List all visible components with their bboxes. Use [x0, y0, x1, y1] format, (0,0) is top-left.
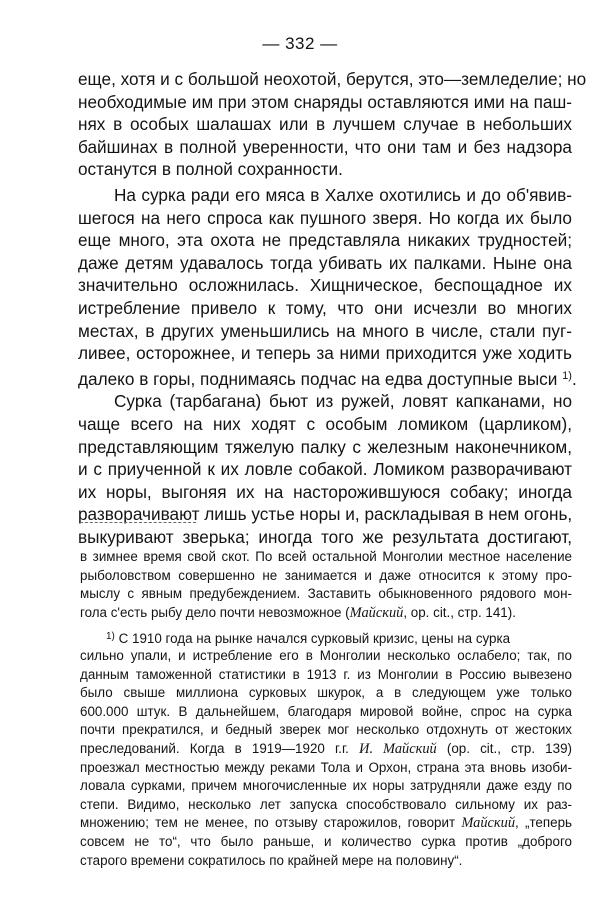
footnote-marker: 1) — [106, 631, 115, 643]
page-number: — 332 — — [262, 34, 338, 53]
text-line — [78, 365, 577, 389]
text-line: истребление привело к тому, что они исчезли во многих — [78, 297, 572, 318]
author-name: И. Майский — [359, 740, 437, 757]
footnote-line: совсем не то“, что было раньше, и количество сурка против „доброго — [80, 833, 572, 849]
footnote-line: степи. Видимо, несколько лет запуска способствовало сильному их раз- — [80, 796, 572, 812]
footnote-line: в зимнее время свой скот. По всей остальной Монголии местное население — [80, 549, 572, 564]
footnote-line: 600.000 штук. В дальнейшем, благодаря мировой войне, спрос на сурка — [80, 703, 572, 719]
text-line: местах, в других уменьшились на много в числе, стали пуг- — [78, 320, 572, 341]
text-fragment: множению; тем не менее, по отзыву старожилов, говорит — [80, 815, 462, 831]
footnote-line: почти прекратился, и бедный зверек мог несколько отдохнуть от жестоких — [80, 722, 572, 738]
text-line: ливее, осторожнее, и теперь за ними приходится уже ходить — [78, 343, 572, 364]
text-line: байшинах в полной уверенности, что они там и без надзора — [78, 136, 572, 157]
text-fragment: преследований. Когда в 1919—1920 г.г. — [80, 740, 360, 756]
text-fragment: (op. cit., стр. 139) — [436, 740, 572, 756]
text-line: даже детям удавалось тогда убивать их палками. Ныне она — [78, 252, 572, 273]
author-name: Майский — [461, 815, 516, 832]
text-line: разворачивают лишь устье норы и, раскладывая в нем огонь, — [78, 504, 573, 525]
text-fragment: . — [571, 368, 577, 389]
text-line: представляющим тяжелую палку с железным наконечником, — [78, 436, 572, 457]
footnote-line: ловала сурками, причем многочисленные их норы затрудняли даже езду по — [80, 778, 572, 794]
footnote-line: проезжал местностью между реками Тола и Орхон, страна эта вновь изоби- — [80, 759, 572, 775]
footnote-line: рыболовством совершенно не занимается и даже относится к этому про- — [80, 567, 572, 583]
text-fragment: гола с'есть рыбу дело почти невозможное ( — [80, 604, 350, 620]
footnote-marker: 1) — [562, 369, 572, 382]
footnote-line: старого времени сократилось по крайней мере на половину“. — [80, 852, 463, 868]
text-fragment: , op. cit., стр. 141). — [403, 604, 516, 620]
text-line: На сурка ради его мяса в Халхе охотились и до об'явив- — [114, 184, 572, 205]
footnote-separator — [80, 522, 196, 523]
text-fragment: , „теперь — [515, 815, 573, 831]
text-line: еще, хотя и с большой неохотой, берутся, это—земледелие; но — [78, 69, 587, 89]
text-line: значительно осложнилась. Хищническое, беспощадное их — [78, 275, 572, 296]
footnote-line — [80, 604, 572, 623]
text-line: шегося на него спроса как пушного зверя. Но когда их было — [78, 207, 572, 228]
footnote-line: было свыше миллиона сурковых шкурок, а в следующем уже только — [80, 685, 572, 701]
text-line: чаще всего на них ходят с особым ломиком (царликом), — [78, 413, 572, 434]
main-text — [78, 68, 587, 548]
footnote-line — [80, 740, 572, 759]
text-line: Сурка (тарбагана) бьют из ружей, ловят капканами, но — [114, 391, 572, 412]
text-line: еще много, эта охота не представляла никаких трудностей; — [78, 230, 572, 251]
text-line: останутся в полной сохранности. — [78, 159, 343, 180]
footnote-line: сильно упали, и истребление его в Монголии несколько ослабело; так, по — [80, 647, 572, 663]
text-line: выкуривают зверька; иногда того же результата достигают, — [78, 526, 572, 547]
footnotes — [80, 548, 572, 870]
footnote-line: мыслу с явным предубеждением. Заставить обыкновенного рядового мон- — [80, 586, 572, 602]
text-fragment: далеко в горы, поднимаясь подчас на едва доступные выси — [78, 368, 558, 389]
author-name: Майский — [349, 604, 404, 621]
text-line: нях в особых шалашах или в лучшем случае в небольших — [78, 114, 572, 135]
text-fragment: С 1910 года на рынке начался сурковый кризис, цены на сурка — [118, 631, 511, 647]
text-line: необходимые им при этом снаряды оставляются ими на паш- — [78, 91, 572, 112]
footnote-line — [80, 814, 572, 833]
footnote-line: данным таможенной статистики в 1913 г. из Монголии в Россию вывезено — [80, 666, 572, 682]
text-line: и с приученной к их ловле собакой. Ломиком разворачивают — [78, 459, 572, 480]
footnote-line — [80, 628, 572, 647]
text-line: их норы, выгоняя их на насторожившуюся собаку; иногда — [78, 481, 572, 502]
